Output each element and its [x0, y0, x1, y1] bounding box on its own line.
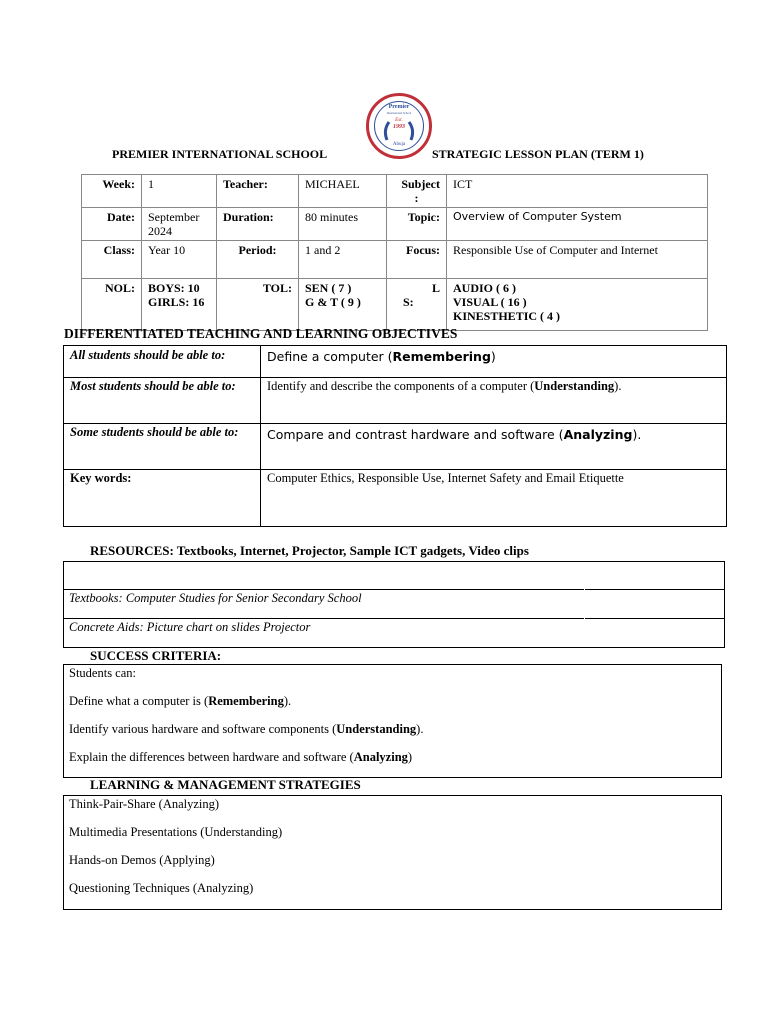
- strategy-item: Multimedia Presentations (Understanding): [69, 825, 283, 839]
- resources-heading: RESOURCES: Textbooks, Internet, Projector, Sample ICT gadgets, Video clips: [90, 543, 529, 558]
- ls-values: [447, 279, 708, 331]
- all-objective-end: ): [490, 349, 496, 364]
- info-row-week: [82, 175, 708, 208]
- criterion-1-end: ).: [283, 694, 292, 708]
- all-students-label: All students should be able to:: [70, 348, 226, 362]
- some-objective-end: ).: [632, 427, 642, 442]
- tol-values: [299, 279, 387, 331]
- criterion-2-text: Identify various hardware and software components (: [69, 722, 337, 736]
- resources-table: [63, 561, 725, 648]
- objectives-table: [63, 345, 727, 527]
- focus-label: Focus:: [387, 241, 447, 279]
- sen-count: SEN ( 7 ): [305, 281, 352, 295]
- subject-label-colon: :: [414, 191, 419, 205]
- topic-value: Overview of Computer System: [447, 208, 708, 241]
- teacher-label: Teacher:: [217, 175, 299, 208]
- boys-count: BOYS: 10: [148, 281, 200, 295]
- topic-label: Topic:: [387, 208, 447, 241]
- success-heading: SUCCESS CRITERIA:: [90, 648, 222, 663]
- strategy-item: Questioning Techniques (Analyzing): [69, 881, 254, 895]
- girls-count: GIRLS: 16: [148, 295, 205, 309]
- week-value: 1: [142, 175, 217, 208]
- criterion-3-end: ): [407, 750, 413, 764]
- resources-gap-2: [584, 618, 585, 619]
- some-objective-level: Analyzing: [563, 427, 633, 442]
- success-criterion-3: [69, 749, 412, 766]
- most-objective-text: Identify and describe the components of a computer (: [267, 379, 535, 393]
- gt-count: G & T ( 9 ): [305, 295, 361, 309]
- tol-label: TOL:: [217, 279, 299, 331]
- criterion-3-text: Explain the differences between hardware and software (: [69, 750, 354, 764]
- all-objective-level: Remembering: [392, 349, 491, 364]
- strategies-heading: LEARNING & MANAGEMENT STRATEGIES: [90, 777, 361, 792]
- keywords-label: Key words:: [70, 471, 132, 485]
- some-objective-text: Compare and contrast hardware and software (: [267, 427, 564, 442]
- criterion-1-level: Remembering: [208, 694, 284, 708]
- subject-label: Subject: [401, 177, 440, 191]
- success-criterion-2: [69, 721, 423, 738]
- ls-label-l: L: [431, 281, 440, 295]
- all-students-objective: [267, 348, 496, 365]
- success-criterion-1: [69, 693, 291, 710]
- visual-count: VISUAL ( 16 ): [453, 295, 527, 309]
- logo-text-line1: Premier: [388, 104, 410, 110]
- class-value: Year 10: [142, 241, 217, 279]
- criterion-2-level: Understanding: [336, 722, 417, 736]
- info-row-class: [82, 241, 708, 279]
- audio-count: AUDIO ( 6 ): [453, 281, 516, 295]
- ls-label-cell: [387, 279, 447, 331]
- most-objective-level: Understanding: [534, 379, 615, 393]
- most-students-objective: [267, 378, 621, 395]
- strategy-item: Hands-on Demos (Applying): [69, 853, 215, 867]
- most-objective-end: ).: [614, 379, 622, 393]
- duration-label: Duration:: [217, 208, 299, 241]
- plan-title: STRATEGIC LESSON PLAN (TERM 1): [432, 147, 644, 161]
- lesson-info-table: [81, 174, 708, 331]
- criterion-1-text: Define what a computer is (: [69, 694, 209, 708]
- nol-label: NOL:: [82, 279, 142, 331]
- success-intro: Students can:: [69, 666, 137, 680]
- date-label: Date:: [82, 208, 142, 241]
- success-criteria-box: [63, 664, 722, 778]
- logo-city: Abuja: [392, 142, 406, 147]
- logo-est: Est.: [395, 118, 403, 123]
- date-value-month: September: [148, 210, 200, 224]
- class-label: Class:: [82, 241, 142, 279]
- strategies-box: [63, 795, 722, 910]
- info-row-date: [82, 208, 708, 241]
- week-label: Week:: [82, 175, 142, 208]
- school-logo: [366, 93, 432, 159]
- some-students-label: Some students should be able to:: [70, 425, 239, 439]
- resources-gap-1: [584, 589, 585, 590]
- objectives-divider: [260, 346, 261, 526]
- duration-value: 80 minutes: [299, 208, 387, 241]
- logo-year: 1993: [393, 124, 405, 130]
- criterion-3-level: Analyzing: [353, 750, 408, 764]
- objectives-heading: DIFFERENTIATED TEACHING AND LEARNING OBJECTIVES: [64, 326, 458, 341]
- nol-values: [142, 279, 217, 331]
- info-row-nol: [82, 279, 708, 331]
- subject-value: ICT: [447, 175, 708, 208]
- school-name: PREMIER INTERNATIONAL SCHOOL: [112, 147, 328, 161]
- most-students-label: Most students should be able to:: [70, 379, 236, 393]
- period-value: 1 and 2: [299, 241, 387, 279]
- logo-text-line2: International School: [386, 111, 412, 115]
- some-students-objective: [267, 426, 641, 443]
- date-value-year: 2024: [148, 224, 172, 238]
- teacher-value: MICHAEL: [299, 175, 387, 208]
- criterion-2-end: ).: [416, 722, 424, 736]
- subject-label-cell: [387, 175, 447, 208]
- all-objective-text: Define a computer (: [267, 349, 393, 364]
- focus-value: Responsible Use of Computer and Internet: [447, 241, 708, 279]
- ls-label-s: S:: [403, 295, 414, 309]
- period-label: Period:: [217, 241, 299, 279]
- strategy-item: Think-Pair-Share (Analyzing): [69, 797, 220, 811]
- date-value-cell: [142, 208, 217, 241]
- resources-concrete-aids: Concrete Aids: Picture chart on slides Projector: [69, 620, 311, 634]
- resources-textbooks: Textbooks: Computer Studies for Senior Secondary School: [69, 591, 362, 605]
- kinesthetic-count: KINESTHETIC ( 4 ): [453, 309, 561, 323]
- keywords-text: Computer Ethics, Responsible Use, Internet Safety and Email Etiquette: [267, 471, 624, 485]
